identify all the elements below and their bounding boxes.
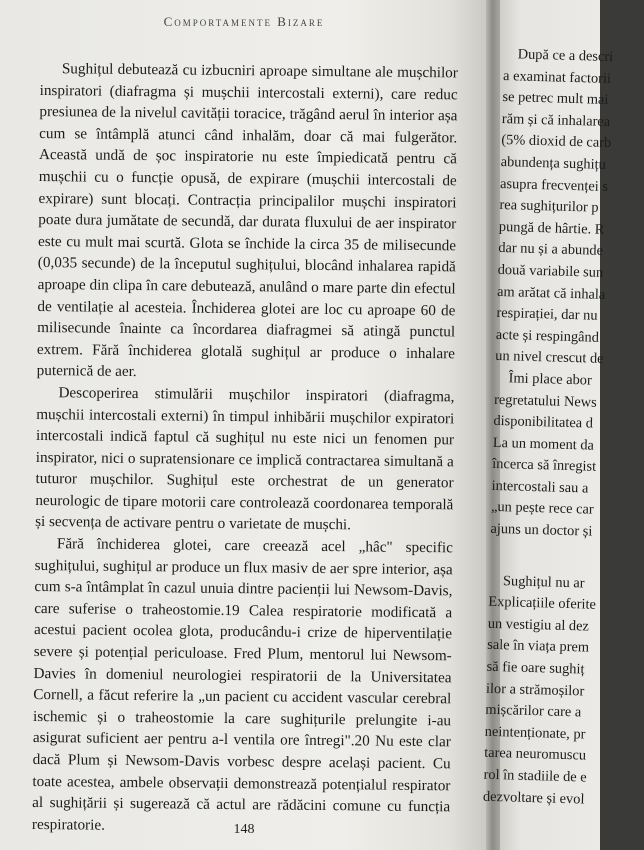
text-line: un vestigiu al dez	[487, 615, 590, 635]
text-line: două variabile sun	[497, 261, 604, 281]
text-line: La un moment da	[492, 434, 595, 454]
text-line: a examinat factorii	[502, 67, 612, 87]
text-line: „un pește rece car	[490, 499, 594, 519]
text-line: încerca să înregist	[492, 456, 597, 476]
paragraph-tracheostomy: Fără închiderea glotei, care creează acel „hâc" specific sughițului, sughițul ar produce un flux masiv de aer spre interior, așa cum s-a întâmplat în cazul unuia dintre pacienții lui Newsom-Davis, care suferise o traheostomie.19 Calea respiratorie modificată a acestui pacient ocolea glota, producându-i crize de hiperventilație severe și potențial periculoase. Fred Plum, mentorul lui Newsom-Davies în domeniul neurologiei respiratorii de la Universitatea Cornell, a făcut referire la „un pacient cu accident vascular cerebral ischemic și o traheostomie la care sughițurile prelungite i-au asigurat suficient aer pentru a-l ventila ore întregi".20 Nu este clar dacă Plum și Newsom-Davis vorbesc despre același pacient. Cu toate acestea, ambele observații demonstrează potențialul respirator al sughițării și sugerează că actul are rădăcini comune cu funcția respiratorie.	[31, 535, 453, 834]
text-line: sale în viața prem	[486, 637, 590, 657]
page-number: 148	[233, 822, 255, 837]
text-line: mișcărilor care a	[485, 701, 582, 721]
text-line: să fie oare sughiț	[486, 658, 585, 678]
running-head: Comportamente Bizare	[163, 14, 325, 29]
paragraph-glottis-closure: Sughițul debutează cu izbucniri aproape simultane ale mușchilor inspiratori (diafragma și mușchii intercostali externi), care reduc presiunea de la nivelul cavității toracice, trăgând aerul în interior așa cum se întâmplă atunci când inhalăm, doar că mai fulgerător. Această undă de șoc inspiratorie nu este împiedicată pentru că mușchii cu o funcție opusă, de expirare (mușchii intercostali de expirare) sunt blocați. Contracția principalilor mușchi inspiratori poate dura jumătate de secundă, dar durata fluxului de aer inspirator este cu mult mai scurtă. Glota se închide la circa 35 de milisecunde (0,035 secunde) de la începutul sughițului, blocând inhalarea rapidă aproape din clipa în care debutează, anulând o mare parte din efectul de ventilație al acesteia. Închiderea glotei are loc cu aproape 60 de milisecunde înainte ca încordarea diafragmei să atingă punctul extrem. Fără închiderea glotală sughițul ar produce o inhalare puternică de aer.	[36, 60, 458, 381]
text-line: Sughițul nu ar	[502, 572, 585, 592]
text-line: neintenționate, pr	[484, 723, 586, 743]
paragraph-muscle-stimulation: Descoperirea stimulării mușchilor inspiratori (diafragma, mușchii intercostali externi) în timpul inhibării mușchilor expiratori intercostali indică faptul că sughițul nu este nici un fenomen pur inspirator, nici o supratensionare ce implică contractarea simultană a tuturor mușchilor. Sughițul este orchestrat de un generator neurologic de tipare motorii care controlează coordonarea temporală și secvența de activare pentru o varietate de mușchi.	[35, 384, 455, 534]
text-line: tarea neuromuscu	[483, 745, 587, 764]
text-line: respirației, dar nu	[496, 305, 598, 324]
text-line: regretatului News	[493, 391, 597, 411]
text-line: Îmi place abor	[508, 370, 592, 389]
text-line: După ce a descri	[517, 46, 614, 66]
text-line: ilor a strămoșilor	[485, 680, 585, 700]
text-line: abundența sughițu	[500, 153, 607, 173]
text-line: dar nu și a abunde	[498, 240, 604, 260]
text-line: răm și că inhalarea	[501, 110, 611, 130]
text-line: am arătat că inhala	[496, 283, 606, 303]
text-line: se petrec mult mai	[502, 89, 609, 109]
text-line: (5% dioxid de carb	[501, 132, 612, 152]
text-line: asupra frecvenței s	[499, 175, 609, 195]
text-line: rea sughițurilor p	[499, 197, 599, 216]
right-page-text	[483, 44, 644, 812]
text-line: pungă de hârtie. R	[498, 218, 605, 238]
right-page	[482, 0, 614, 850]
text-line: intercostali sau a	[491, 477, 589, 497]
body-text	[32, 58, 458, 840]
text-line: Explicațiile oferite	[488, 594, 597, 614]
text-line: un nivel crescut de	[495, 348, 604, 368]
text-line: ajuns un doctor și	[490, 520, 593, 540]
text-line: acte și respingând	[495, 326, 600, 346]
section-gap	[489, 540, 630, 574]
text-line: disponibilitatea d	[493, 412, 594, 432]
text-line: dezvoltare și evol	[482, 788, 585, 808]
text-line: rol în stadiile de e	[483, 766, 587, 786]
